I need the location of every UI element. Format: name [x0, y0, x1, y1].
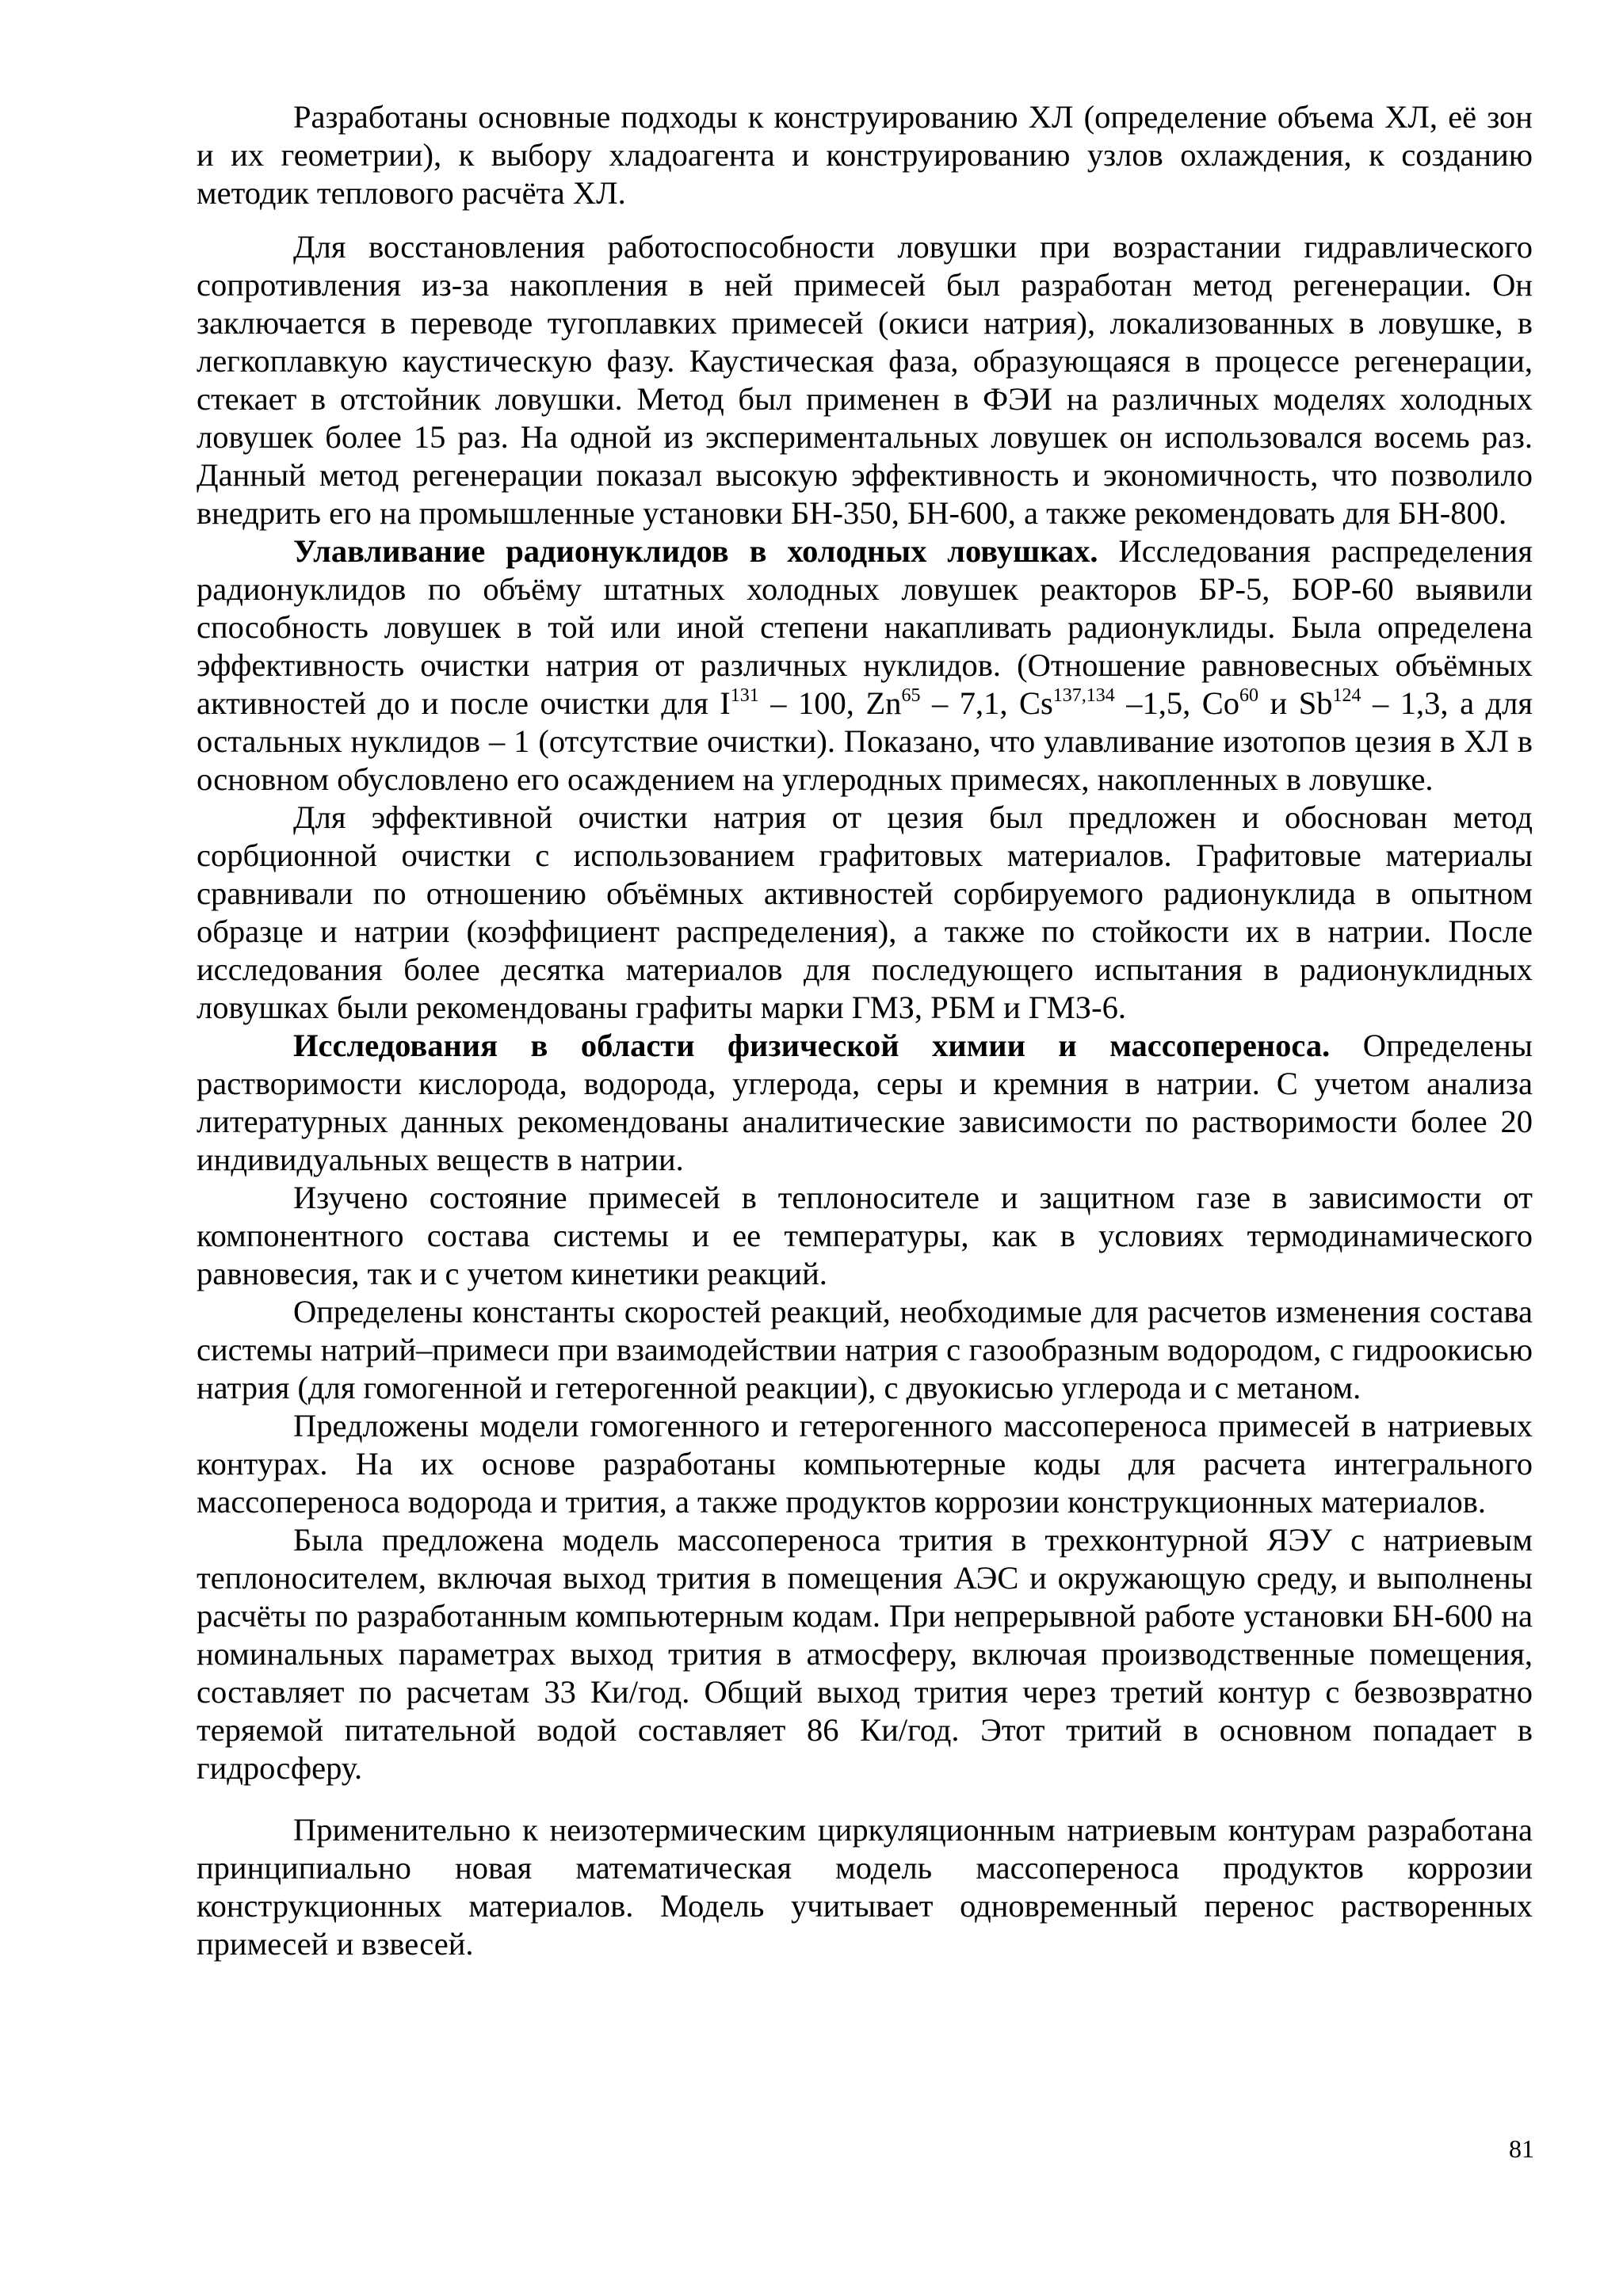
paragraph-radionuclide-capture — [197, 532, 1533, 799]
paragraph-tritium-model: Была предложена модель массопереноса трития в трехконтурной ЯЭУ с натриевым теплоносителем, включая выход трития в помещения АЭС и окружающую среду, и выполнены расчёты по разработанным компьютерным кодам. При непрерывной работе установки БН-600 на номинальных параметрах выход трития в атмосферу, включая производственные помещения, составляет по расчетам 33 Ки/год. Общий выход трития через третий контур с безвозвратно теряемой питательной водой составляет 86 Ки/год. Этот тритий в основном попадает в гидросферу. — [197, 1522, 1533, 1786]
superscript-mass-number: 131 — [730, 685, 759, 706]
paragraph-design-approaches: Разработаны основные подходы к конструированию ХЛ (определение объема ХЛ, её зон и их геометрии), к выбору хладоагента и конструированию узлов охлаждения, к созданию методик теплового расчёта ХЛ. — [197, 99, 1533, 211]
superscript-mass-number: 65 — [901, 685, 921, 706]
paragraph-regeneration-method: Для восстановления работоспособности ловушки при возрастании гидравлического сопротивления из-за накопления в ней примесей был разработан метод регенерации. Он заключается в переводе тугоплавких примесей (окиси натрия), локализованных в ловушке, в легкоплавкую каустическую фазу. Каустическая фаза, образующаяся в процессе регенерации, стекает в отстойник ловушки. Метод был применен в ФЭИ на различных моделях холодных ловушек более 15 раз. На одной из экспериментальных ловушек он использовался восемь раз. Данный метод регенерации показал высокую эффективность и экономичность, что позволило внедрить его на промышленные установки БН-350, БН-600, а также рекомендовать для БН-800. — [197, 229, 1533, 531]
text-run: и Sb — [1258, 685, 1333, 721]
text-run: – 1,3, а для остальных нуклидов – 1 (отсутствие очистки). Показано, что улавливание изотопов цезия в ХЛ в основном обусловлено его осаждением на углеродных примесях, накопленных в ловушке. — [197, 685, 1533, 797]
section-heading-physical-chemistry: Исследования в области физической химии и массопереноса. — [293, 1028, 1331, 1063]
text-run: – 100, Zn — [758, 685, 902, 721]
paragraph-physical-chemistry — [197, 1027, 1533, 1179]
superscript-mass-number: 60 — [1239, 685, 1259, 706]
text-run: – 7,1, Cs — [920, 685, 1053, 721]
page-number: 81 — [1509, 2134, 1534, 2163]
superscript-mass-number: 137,134 — [1052, 685, 1115, 706]
paragraph-mass-transfer-models: Предложены модели гомогенного и гетерогенного массопереноса примесей в натриевых контурах. На их основе разработаны компьютерные коды для расчета интегрального массопереноса водорода и трития, а также продуктов коррозии конструкционных материалов. — [197, 1408, 1533, 1520]
text-run: Исследования распределения радионуклидов по объёму штатных холодных ловушек реакторов БР-5, БОР-60 выявили способность ловушек в той или иной степени накапливать радионуклиды. Была определена эффективность очистки натрия от различных нуклидов. (Отношение равновесных объёмных активностей до и после очистки для I — [197, 533, 1533, 721]
section-heading-radionuclide-capture: Улавливание радионуклидов в холодных ловушках. — [293, 533, 1098, 569]
paragraph-reaction-constants: Определены константы скоростей реакций, необходимые для расчетов изменения состава системы натрий–примеси при взаимодействии натрия с газообразным водородом, с гидроокисью натрия (для гомогенной и гетерогенной реакции), с двуокисью углерода и с метаном. — [197, 1294, 1533, 1405]
paragraph-impurity-state: Изучено состояние примесей в теплоносителе и защитном газе в зависимости от компонентного состава системы и ее температуры, как в условиях термодинамического равновесия, так и с учетом кинетики реакций. — [197, 1180, 1533, 1291]
superscript-mass-number: 124 — [1332, 685, 1361, 706]
text-run: –1,5, Co — [1114, 685, 1240, 721]
document-body — [197, 98, 1533, 1963]
paragraph-sorption-cleaning: Для эффективной очистки натрия от цезия был предложен и обоснован метод сорбционной очистки с использованием графитовых материалов. Графитовые материалы сравнивали по отношению объёмных активностей сорбируемого радионуклида в опытном образце и натрии (коэффициент распределения), а также по стойкости их в натрии. После исследования более десятка материалов для последующего испытания в радионуклидных ловушках были рекомендованы графиты марки ГМЗ, РБМ и ГМЗ-6. — [197, 799, 1533, 1025]
text-run: Определены растворимости кислорода, водорода, углерода, серы и кремния в натрии. С учетом анализа литературных данных рекомендованы аналитические зависимости по растворимости более 20 индивидуальных веществ в натрии. — [197, 1028, 1533, 1177]
paragraph-corrosion-model: Применительно к неизотермическим циркуляционным натриевым контурам разработана принципиально новая математическая модель массопереноса продуктов коррозии конструкционных материалов. Модель учитывает одновременный перенос растворенных примесей и взвесей. — [197, 1812, 1533, 1962]
